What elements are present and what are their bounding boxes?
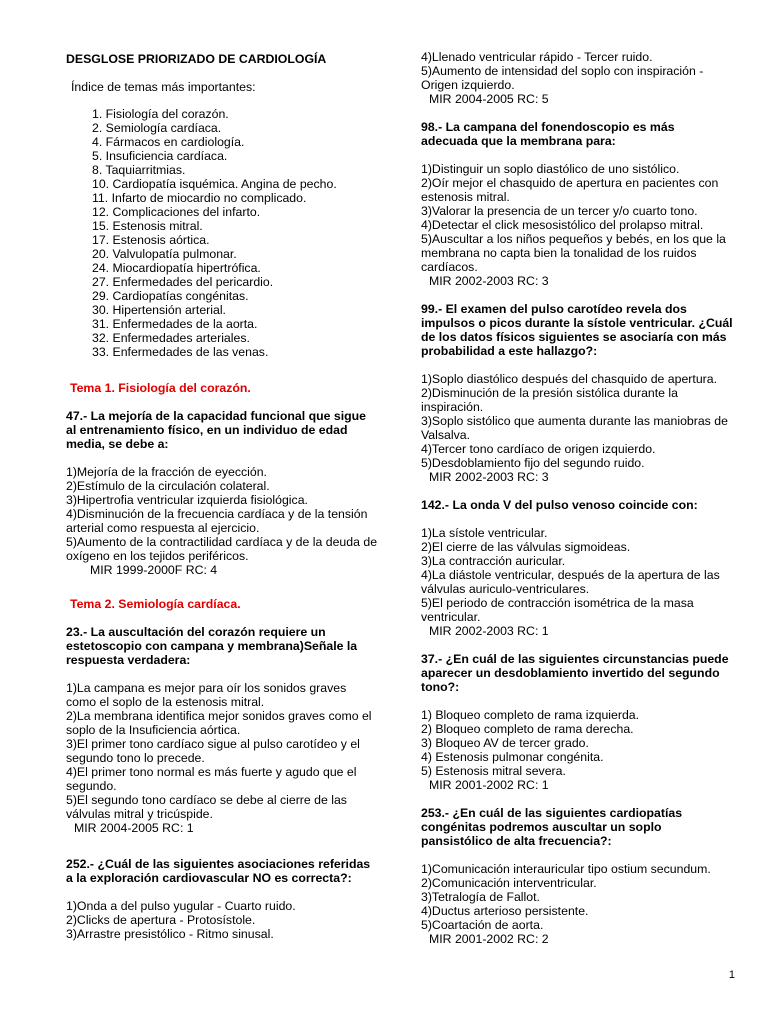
option: 2)La membrana identifica mejor sonidos graves como el soplo de la Insuficiencia aórtica. xyxy=(66,709,372,737)
document-title: DESGLOSE PRIORIZADO DE CARDIOLOGÍA xyxy=(66,52,327,66)
option: 4)Llenado ventricular rápido - Tercer ruido. xyxy=(421,50,653,64)
option: 5)Coartación de aorta. xyxy=(421,918,544,932)
option: 4)Detectar el click mesosistólico del prolapso mitral. xyxy=(421,218,704,232)
question-252: 252.- ¿Cuál de las siguientes asociaciones referidas a la exploración cardiovascular NO es correcta?: xyxy=(66,857,371,885)
option: 1)Onda a del pulso yugular - Cuarto ruido. xyxy=(66,899,296,913)
index-item: 24. Miocardiopatía hipertrófica. xyxy=(92,261,261,275)
tema-1-heading: Tema 1. Fisiología del corazón. xyxy=(70,381,251,395)
option: 2)Comunicación interventricular. xyxy=(421,876,597,890)
option: 4)Tercer tono cardíaco de origen izquierdo. xyxy=(421,442,656,456)
question-99: 99.- El examen del pulso carotídeo revela dos impulsos o picos durante la sístole ventricular. ¿Cuál de los datos físicos siguientes se asociaría con más probabilidad a este hallazgo?: xyxy=(421,302,733,358)
index-item: 30. Hipertensión arterial. xyxy=(92,303,226,317)
index-item: 29. Cardiopatías congénitas. xyxy=(92,289,249,303)
index-item: 31. Enfermedades de la aorta. xyxy=(92,317,258,331)
index-item: 11. Infarto de miocardio no complicado. xyxy=(92,191,307,205)
option: 3)Arrastre presistólico - Ritmo sinusal. xyxy=(66,927,274,941)
index-item: 15. Estenosis mitral. xyxy=(92,219,203,233)
option: 5) Estenosis mitral severa. xyxy=(421,764,566,778)
option: 3)La contracción auricular. xyxy=(421,554,566,568)
option: 5)Desdoblamiento fijo del segundo ruido. xyxy=(421,456,645,470)
question-252-options xyxy=(66,899,378,941)
exam-reference: MIR 1999-2000F RC: 4 xyxy=(90,563,218,577)
option: 2)Disminución de la presión sistólica durante la inspiración. xyxy=(421,386,678,414)
page-number: 1 xyxy=(728,969,735,981)
question-98-options xyxy=(421,162,733,288)
question-252-options-continued xyxy=(421,50,733,106)
option: 2)El cierre de las válvulas sigmoideas. xyxy=(421,540,631,554)
option: 3) Bloqueo AV de tercer grado. xyxy=(421,736,589,750)
topic-index xyxy=(66,107,378,359)
question-37: 37.- ¿En cuál de las siguientes circunstancias puede aparecer un desdoblamiento invertido del segundo tono?: xyxy=(421,652,729,694)
index-item: 27. Enfermedades del pericardio. xyxy=(92,275,274,289)
option: 1)Comunicación interauricular tipo ostium secundum. xyxy=(421,862,711,876)
exam-reference: MIR 2004-2005 RC: 1 xyxy=(74,821,194,835)
exam-reference: MIR 2001-2002 RC: 2 xyxy=(429,932,549,946)
option: 1) Bloqueo completo de rama izquierda. xyxy=(421,708,640,722)
question-23: 23.- La auscultación del corazón requiere un estetoscopio con campana y membrana)Señale la respuesta verdadera: xyxy=(66,625,358,667)
exam-reference: MIR 2004-2005 RC: 5 xyxy=(429,92,549,106)
question-98: 98.- La campana del fonendoscopio es más adecuada que la membrana para: xyxy=(421,120,675,148)
question-142-options xyxy=(421,526,733,638)
question-47-options xyxy=(66,465,378,577)
option: 2)Estímulo de la circulación colateral. xyxy=(66,479,270,493)
exam-reference: MIR 2002-2003 RC: 3 xyxy=(429,274,549,288)
question-23-options xyxy=(66,681,378,835)
question-47: 47.- La mejoría de la capacidad funcional que sigue al entrenamiento físico, en un individuo de edad media, se debe a: xyxy=(66,409,366,451)
index-item: 5. Insuficiencia cardíaca. xyxy=(92,149,228,163)
index-item: 2. Semiología cardíaca. xyxy=(92,121,222,135)
option: 1)Distinguir un soplo diastólico de uno sistólico. xyxy=(421,162,680,176)
option: 2)Oír mejor el chasquido de apertura en pacientes con estenosis mitral. xyxy=(421,176,719,204)
index-title: Índice de temas más importantes: xyxy=(71,80,256,94)
question-253: 253.- ¿En cuál de las siguientes cardiopatías congénitas podremos auscultar un soplo pansistólico de alta frecuencia?: xyxy=(421,806,683,848)
right-column xyxy=(421,50,733,946)
index-item: 4. Fármacos en cardiología. xyxy=(92,135,245,149)
option: 4)Ductus arterioso persistente. xyxy=(421,904,589,918)
index-item: 8. Taquiarritmias. xyxy=(92,163,186,177)
exam-reference: MIR 2002-2003 RC: 1 xyxy=(429,624,549,638)
option: 1)La campana es mejor para oír los sonidos graves como el soplo de la estenosis mitral. xyxy=(66,681,347,709)
question-142: 142.- La onda V del pulso venoso coincide con: xyxy=(421,498,698,512)
exam-reference: MIR 2002-2003 RC: 3 xyxy=(429,470,549,484)
tema-2-heading: Tema 2. Semiología cardíaca. xyxy=(70,597,241,611)
option: 5)El periodo de contracción isométrica de la masa ventricular. xyxy=(421,596,694,624)
index-item: 32. Enfermedades arteriales. xyxy=(92,331,250,345)
index-item: 1. Fisiología del corazón. xyxy=(92,107,229,121)
option: 5)Aumento de intensidad del soplo con inspiración - Origen izquierdo. xyxy=(421,64,704,92)
question-253-options xyxy=(421,862,733,946)
option: 3)El primer tono cardíaco sigue al pulso carotídeo y el segundo tono lo precede. xyxy=(66,737,360,765)
option: 3)Tetralogía de Fallot. xyxy=(421,890,540,904)
question-37-options xyxy=(421,708,733,792)
option: 2) Bloqueo completo de rama derecha. xyxy=(421,722,634,736)
option: 3)Hipertrofia ventricular izquierda fisiológica. xyxy=(66,493,308,507)
option: 4)Disminución de la frecuencia cardíaca y de la tensión arterial como respuesta al ejercicio. xyxy=(66,507,368,535)
left-column xyxy=(66,50,378,941)
question-99-options xyxy=(421,372,733,484)
option: 5)El segundo tono cardíaco se debe al cierre de las válvulas mitral y tricúspide. xyxy=(66,793,347,821)
option: 5)Auscultar a los niños pequeños y bebés, en los que la membrana no capta bien la tonalidad de los ruidos cardíacos. xyxy=(421,232,726,274)
index-item: 20. Valvulopatía pulmonar. xyxy=(92,247,237,261)
option: 1)Soplo diastólico después del chasquido de apertura. xyxy=(421,372,718,386)
option: 3)Valorar la presencia de un tercer y/o cuarto tono. xyxy=(421,204,698,218)
option: 5)Aumento de la contractilidad cardíaca y de la deuda de oxígeno en los tejidos periféricos. xyxy=(66,535,378,563)
option: 1)La sístole ventricular. xyxy=(421,526,548,540)
exam-reference: MIR 2001-2002 RC: 1 xyxy=(429,778,549,792)
option: 1)Mejoría de la fracción de eyección. xyxy=(66,465,267,479)
index-item: 10. Cardiopatía isquémica. Angina de pecho. xyxy=(92,177,337,191)
option: 4)La diástole ventricular, después de la apertura de las válvulas auriculo-ventriculares. xyxy=(421,568,720,596)
option: 3)Soplo sistólico que aumenta durante las maniobras de Valsalva. xyxy=(421,414,728,442)
option: 4) Estenosis pulmonar congénita. xyxy=(421,750,604,764)
index-item: 33. Enfermedades de las venas. xyxy=(92,345,269,359)
index-item: 17. Estenosis aórtica. xyxy=(92,233,210,247)
option: 2)Clicks de apertura - Protosístole. xyxy=(66,913,256,927)
option: 4)El primer tono normal es más fuerte y agudo que el segundo. xyxy=(66,765,357,793)
index-item: 12. Complicaciones del infarto. xyxy=(92,205,261,219)
